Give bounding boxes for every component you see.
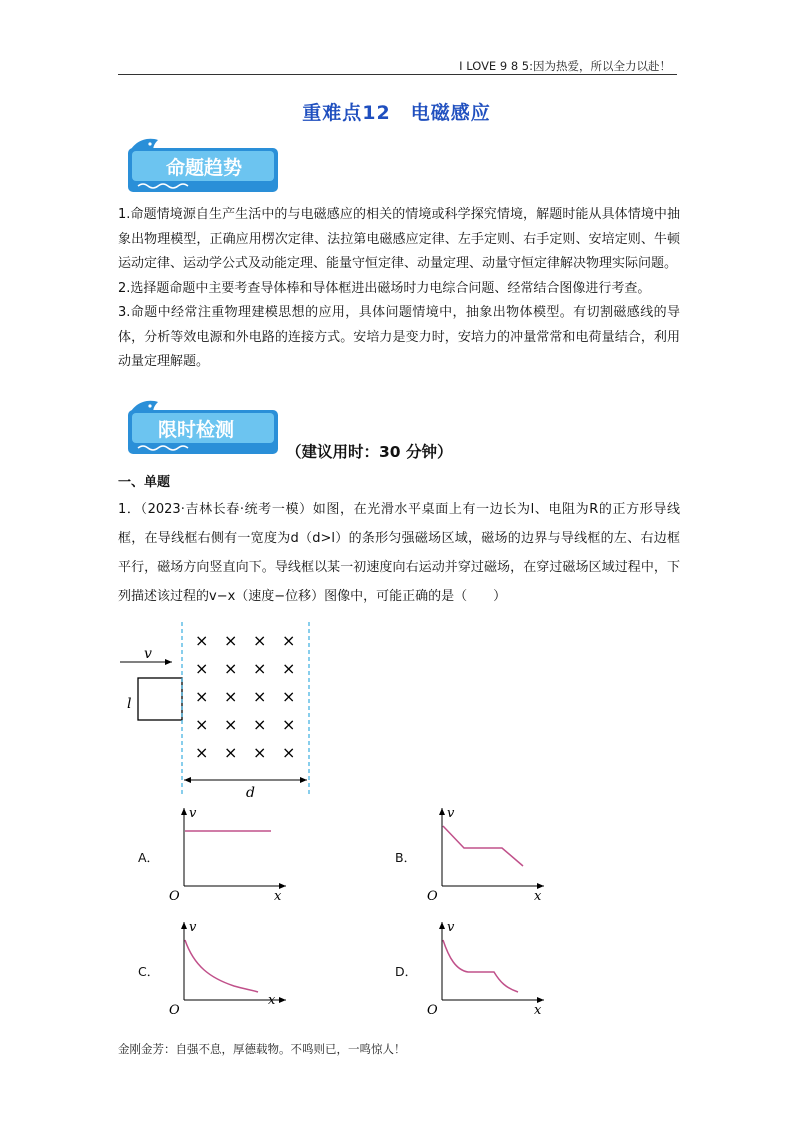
- option-c-curve: [185, 940, 258, 992]
- option-d-xlabel: x: [534, 1003, 542, 1018]
- field-mark-3-1: ×: [224, 715, 238, 734]
- width-label: d: [246, 785, 255, 800]
- loop-field-figure: [116, 620, 326, 800]
- trend-paragraph-3: 3.命题中经常注重物理建模思想的应用，具体问题情境中，抽象出物体模型。有切割磁感线的导体，分析等效电源和外电路的连接方式。安培力是变力时，安培力的冲量常常和电荷量结合，利用动量定理解题。: [118, 305, 680, 369]
- field-mark-3-0: ×: [195, 715, 209, 734]
- option-c-label: C．: [138, 964, 160, 979]
- option-d-curve: [443, 940, 518, 992]
- field-mark-4-2: ×: [253, 743, 267, 762]
- field-mark-3-2: ×: [253, 715, 267, 734]
- field-mark-0-0: ×: [195, 631, 209, 650]
- velocity-label: v: [144, 646, 152, 662]
- option-c-ylabel: v: [189, 920, 197, 935]
- side-label: l: [127, 696, 132, 712]
- field-mark-0-1: ×: [224, 631, 238, 650]
- field-mark-0-2: ×: [253, 631, 267, 650]
- option-c-graph: [164, 914, 294, 1019]
- field-mark-3-3: ×: [282, 715, 296, 734]
- field-mark-1-1: ×: [224, 659, 238, 678]
- header-motto: I LOVE 9 8 5:因为热爱，所以全力以赴！: [459, 59, 671, 73]
- option-b-curve: [443, 826, 523, 866]
- field-mark-1-3: ×: [282, 659, 296, 678]
- option-b-ylabel: v: [447, 806, 455, 821]
- field-mark-2-0: ×: [195, 687, 209, 706]
- trend-banner-label: 命题趋势: [166, 157, 243, 179]
- field-mark-4-3: ×: [282, 743, 296, 762]
- test-banner: [124, 396, 284, 458]
- option-a-label: A．: [138, 850, 160, 865]
- field-mark-2-3: ×: [282, 687, 296, 706]
- question-1: [118, 495, 680, 611]
- trend-paragraph-1: 1.命题情境源自生产生活中的与电磁感应的相关的情境或科学探究情境，解题时能从具体情境中抽象出物理模型，正确应用楞次定律、法拉第电磁感应定律、左手定则、右手定则、安培定则、牛顿运动定律、运动学公式及动能定理、能量守恒定律、动量定理、动量守恒定律解决物理实际问题。: [118, 207, 680, 271]
- field-mark-4-1: ×: [224, 743, 238, 762]
- option-c-xlabel: x: [268, 993, 276, 1008]
- option-a-ylabel: v: [189, 806, 197, 821]
- option-b-label: B．: [395, 850, 417, 865]
- field-mark-2-2: ×: [253, 687, 267, 706]
- option-b-graph: [422, 800, 552, 905]
- option-a-xlabel: x: [274, 889, 282, 904]
- test-banner-label: 限时检测: [158, 419, 235, 441]
- option-a-graph: [164, 800, 294, 905]
- field-mark-1-2: ×: [253, 659, 267, 678]
- field-mark-2-1: ×: [224, 687, 238, 706]
- trend-banner: [124, 134, 284, 196]
- option-d-ylabel: v: [447, 920, 455, 935]
- magnetic-field-marks: [195, 631, 295, 762]
- option-a-origin: O: [169, 889, 180, 904]
- section-title: 一、单题: [118, 475, 171, 490]
- footer-motto: 金刚金芳：自强不息，厚德载物。不鸣则已，一鸣惊人！: [118, 1042, 406, 1056]
- trend-paragraph-2: 2.选择题命题中主要考查导体棒和导体框进出磁场时力电综合问题、经常结合图像进行考查。: [118, 280, 651, 296]
- field-mark-1-0: ×: [195, 659, 209, 678]
- page-title: 重难点12 电磁感应: [302, 102, 491, 124]
- option-b-origin: O: [427, 889, 438, 904]
- option-b-xlabel: x: [534, 889, 542, 904]
- square-loop: [138, 678, 182, 720]
- option-d-origin: O: [427, 1003, 438, 1018]
- trend-section: [118, 203, 680, 375]
- field-mark-4-0: ×: [195, 743, 209, 762]
- header-rule: [118, 74, 677, 75]
- option-c-origin: O: [169, 1003, 180, 1018]
- option-d-label: D．: [395, 964, 418, 979]
- question-text: 1．（2023·吉林长春·统考一模）如图，在光滑水平桌面上有一边长为l、电阻为R的正方形导线框，在导线框右侧有一宽度为d（d>l）的条形匀强磁场区域，磁场的边界与导线框的左、右边框平行，磁场方向竖直向下。导线框以某一初速度向右运动并穿过磁场，在穿过磁场区域过程中，下列描述该过程的v−x（速度−位移）图像中，可能正确的是（ ）: [118, 502, 680, 604]
- time-note: （建议用时：30 分钟）: [286, 443, 453, 461]
- field-mark-0-3: ×: [282, 631, 296, 650]
- option-d-graph: [422, 914, 552, 1019]
